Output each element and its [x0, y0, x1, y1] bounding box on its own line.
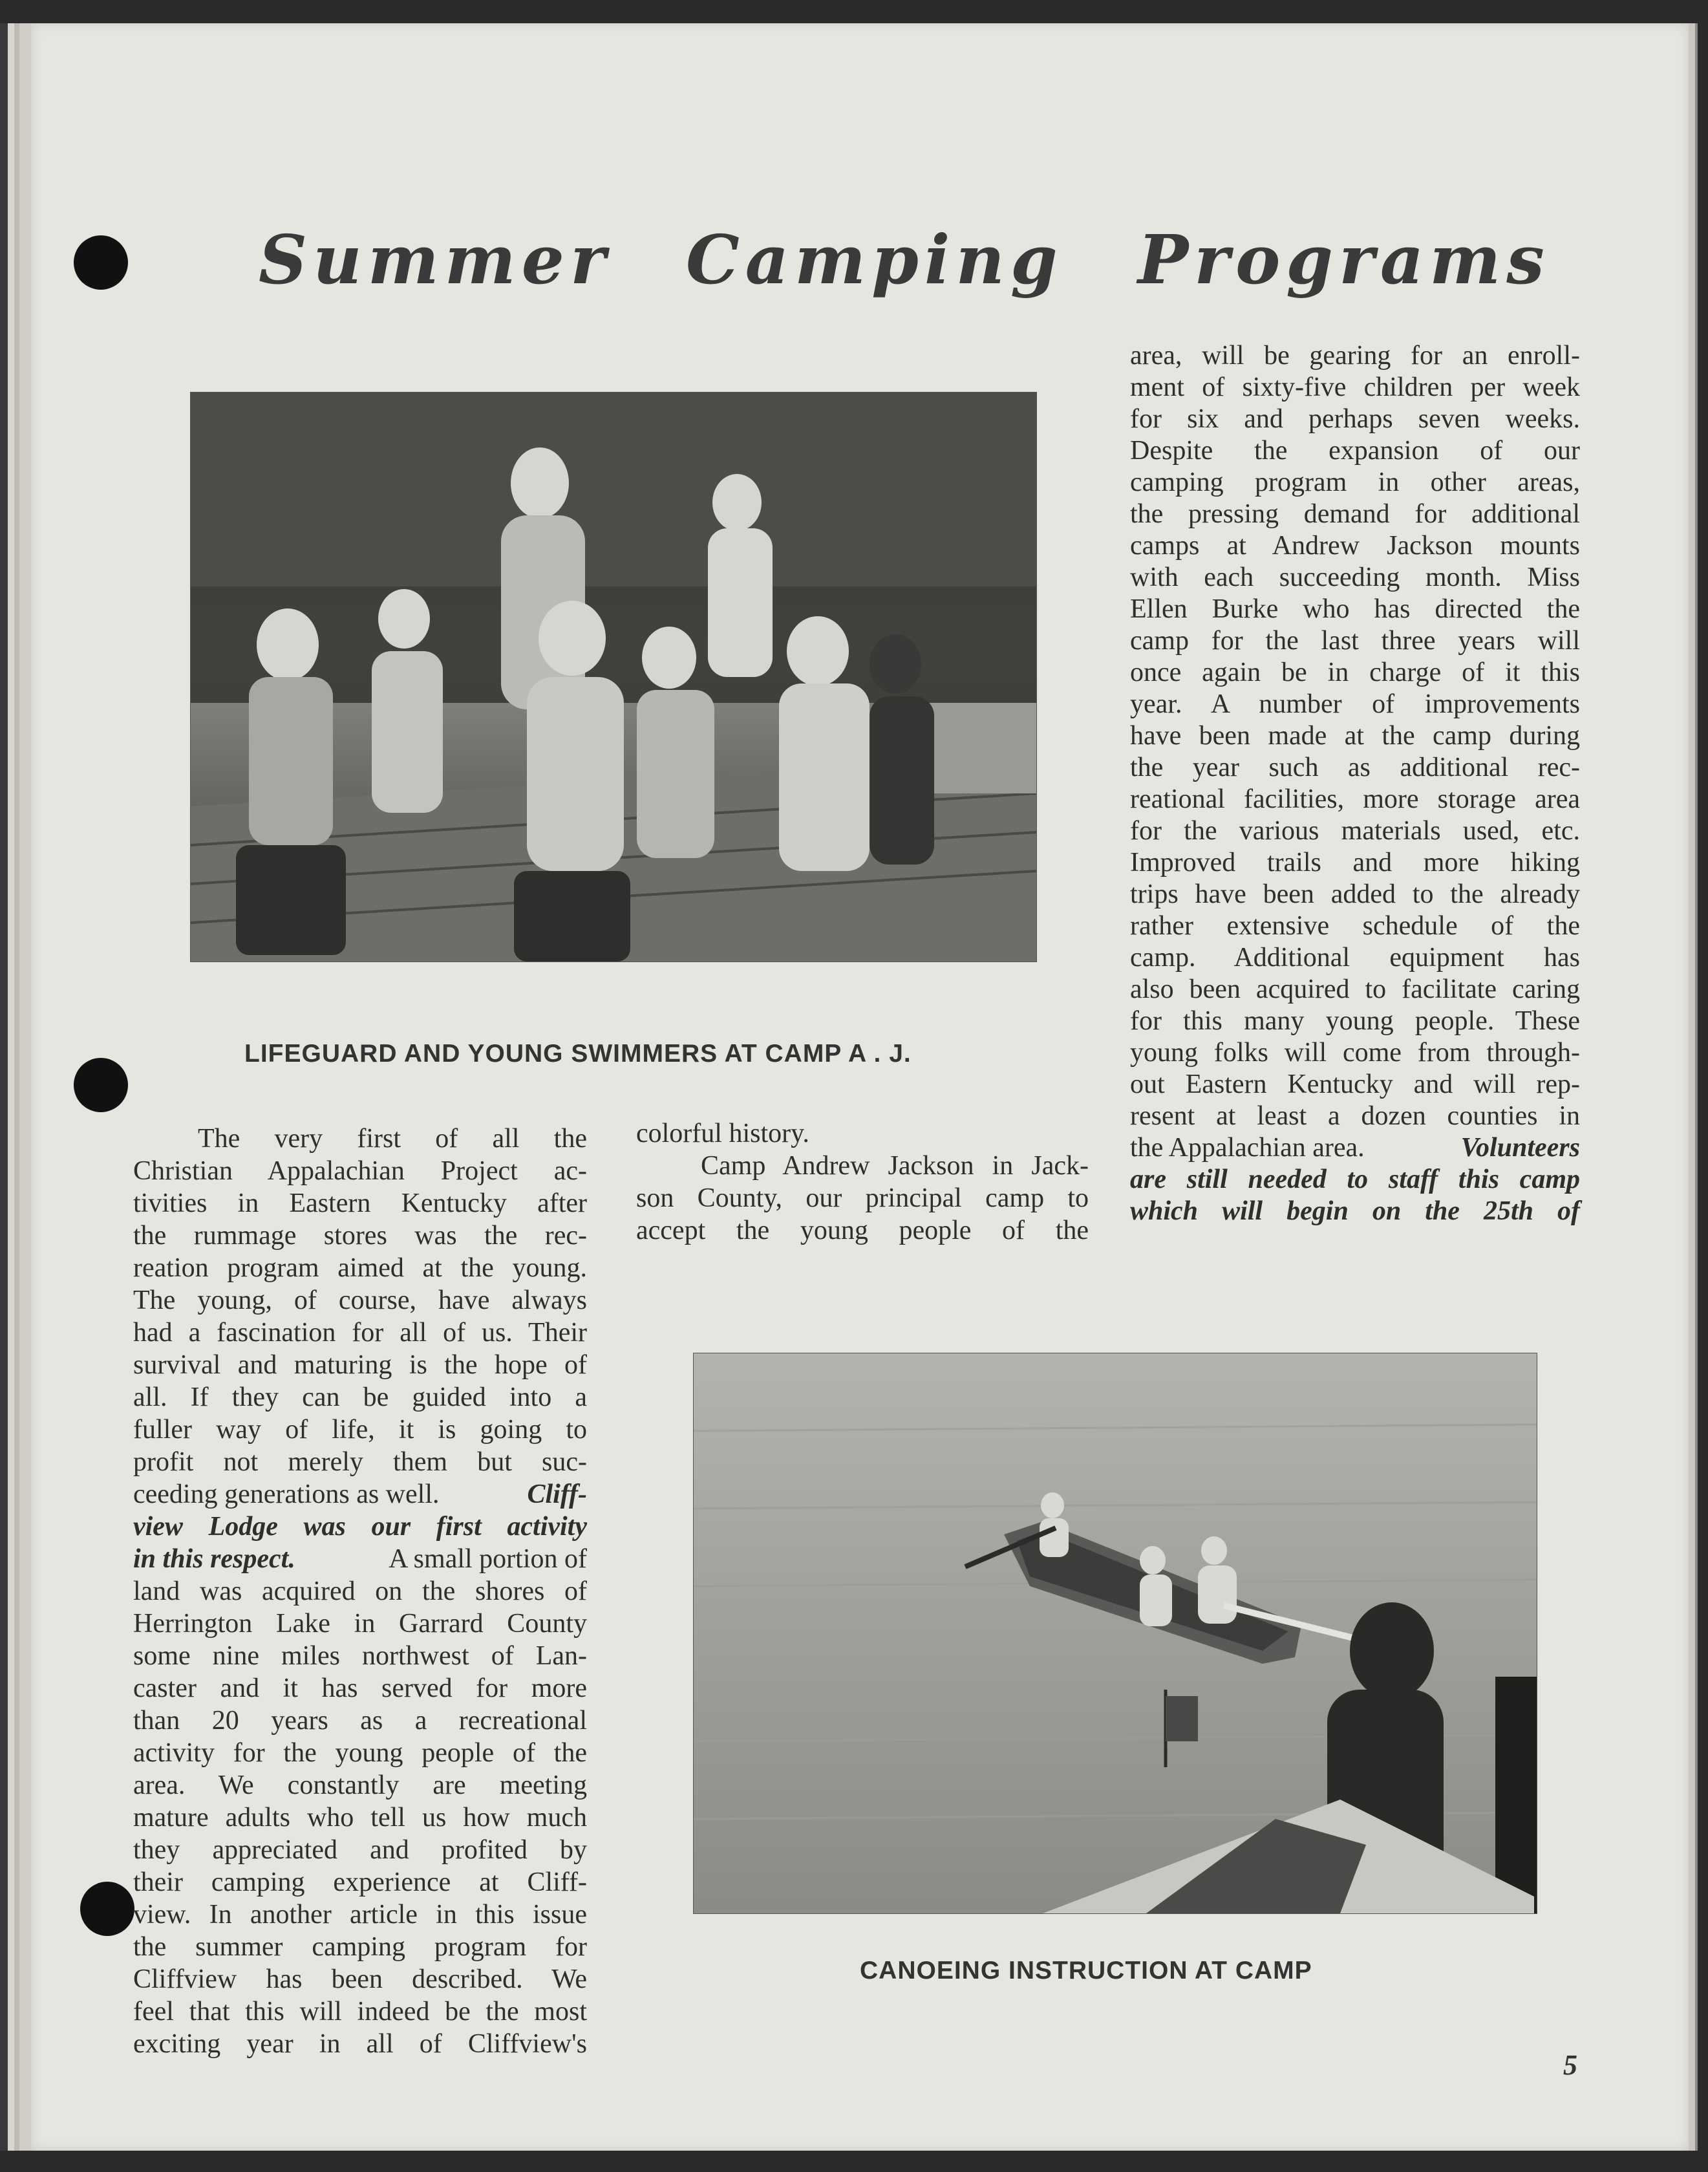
text-segment: the Appalachian area. — [1130, 1133, 1365, 1163]
text-line: Christian Appalachian Project ac- — [133, 1156, 587, 1186]
text-line: son County, our principal camp to — [636, 1183, 1089, 1213]
text-line: have been made at the camp during — [1130, 721, 1580, 751]
text-line: than 20 years as a recreational — [133, 1706, 587, 1736]
text-line: reational facilities, more storage area — [1130, 784, 1580, 814]
text-line: Despite the expansion of our — [1130, 436, 1580, 466]
punch-hole — [74, 1058, 128, 1112]
text-line: Cliffview has been described. We — [133, 1964, 587, 1994]
text-line: activity for the young people of the — [133, 1738, 587, 1768]
text-line: caster and it has served for more — [133, 1673, 587, 1703]
article-column-2 — [636, 1117, 1089, 1247]
text-line: for this many young people. These — [1130, 1006, 1580, 1036]
text-line: for six and perhaps seven weeks. — [1130, 404, 1580, 434]
text-line: colorful history. — [636, 1119, 809, 1148]
text-line: some nine miles northwest of Lan- — [133, 1641, 587, 1671]
text-line: the rummage stores was the rec- — [133, 1221, 587, 1251]
text-line: the pressing demand for additional — [1130, 499, 1580, 529]
text-line: the summer camping program for — [133, 1932, 587, 1962]
text-line: rather extensive schedule of the — [1130, 911, 1580, 941]
text-line: had a fascination for all of us. Their — [133, 1318, 587, 1348]
italic-line: are still needed to staff this camp — [1130, 1165, 1580, 1194]
text-line: area, will be gearing for an enroll- — [1130, 341, 1580, 371]
text-line: once again be in charge of it this — [1130, 658, 1580, 687]
text-segment: A small portion of — [389, 1544, 587, 1574]
italic-text: Cliff- — [527, 1479, 587, 1509]
canoeing-photo — [693, 1353, 1537, 1914]
text-line — [1130, 1132, 1580, 1164]
text-line: their camping experience at Cliff- — [133, 1867, 587, 1897]
punch-hole — [80, 1882, 134, 1936]
text-line: reation program aimed at the young. — [133, 1253, 587, 1283]
text-line: camps at Andrew Jackson mounts — [1130, 531, 1580, 561]
photo-caption: LIFEGUARD AND YOUNG SWIMMERS AT CAMP A . J. — [244, 1040, 912, 1068]
italic-line: which will begin on the 25th of — [1130, 1196, 1580, 1226]
text-line: Herrington Lake in Garrard County — [133, 1609, 587, 1639]
italic-line: view Lodge was our first activity — [133, 1512, 587, 1542]
text-line — [133, 1478, 587, 1511]
text-line: also been acquired to facilitate caring — [1130, 974, 1580, 1004]
text-line: survival and maturing is the hope of — [133, 1350, 587, 1380]
text-line: for the various materials used, etc. — [1130, 816, 1580, 846]
photo-caption: CANOEING INSTRUCTION AT CAMP — [860, 1957, 1312, 1984]
text-line: all. If they can be guided into a — [133, 1382, 587, 1412]
text-line: Camp Andrew Jackson in Jack- — [701, 1151, 1089, 1181]
text-line: The very first of all the — [198, 1124, 587, 1154]
text-line: camp. Additional equipment has — [1130, 943, 1580, 973]
text-line: with each succeeding month. Miss — [1130, 563, 1580, 592]
page-edge — [1689, 23, 1708, 2151]
text-segment: ceeding generations as well. — [133, 1479, 440, 1509]
text-line: year. A number of improvements — [1130, 689, 1580, 719]
page-title: Summer Camping Programs — [259, 220, 1550, 299]
text-line: area. We constantly are meeting — [133, 1770, 587, 1800]
text-line: Ellen Burke who has directed the — [1130, 594, 1580, 624]
text-line: out Eastern Kentucky and will rep- — [1130, 1070, 1580, 1099]
article-column-1 — [133, 1123, 587, 2060]
punch-hole — [74, 235, 128, 290]
text-line: The young, of course, have always — [133, 1285, 587, 1315]
text-line: profit not merely them but suc- — [133, 1447, 587, 1477]
text-line: view. In another article in this issue — [133, 1900, 587, 1930]
page-number: 5 — [1563, 2049, 1577, 2081]
text-line: Improved trails and more hiking — [1130, 848, 1580, 877]
lifeguard-photo — [190, 392, 1037, 962]
text-line: young folks will come from through- — [1130, 1038, 1580, 1068]
italic-text: in this respect. — [133, 1544, 295, 1574]
text-line: resent at least a dozen counties in — [1130, 1101, 1580, 1131]
article-column-3 — [1130, 340, 1580, 1227]
text-line: mature adults who tell us how much — [133, 1803, 587, 1833]
text-line: accept the young people of the — [636, 1216, 1089, 1245]
binding-edge — [0, 23, 31, 2151]
text-line: land was acquired on the shores of — [133, 1576, 587, 1606]
text-line: exciting year in all of Cliffview's — [133, 2029, 587, 2059]
text-line: camping program in other areas, — [1130, 468, 1580, 497]
text-line — [133, 1543, 587, 1575]
italic-text: Volunteers — [1460, 1133, 1580, 1163]
text-line: feel that this will indeed be the most — [133, 1997, 587, 2027]
text-line: camp for the last three years will — [1130, 626, 1580, 656]
text-line: fuller way of life, it is going to — [133, 1415, 587, 1445]
text-line: the year such as additional rec- — [1130, 753, 1580, 782]
text-line: tivities in Eastern Kentucky after — [133, 1188, 587, 1218]
text-line: trips have been added to the already — [1130, 879, 1580, 909]
text-line: ment of sixty-five children per week — [1130, 372, 1580, 402]
text-line: they appreciated and profited by — [133, 1835, 587, 1865]
